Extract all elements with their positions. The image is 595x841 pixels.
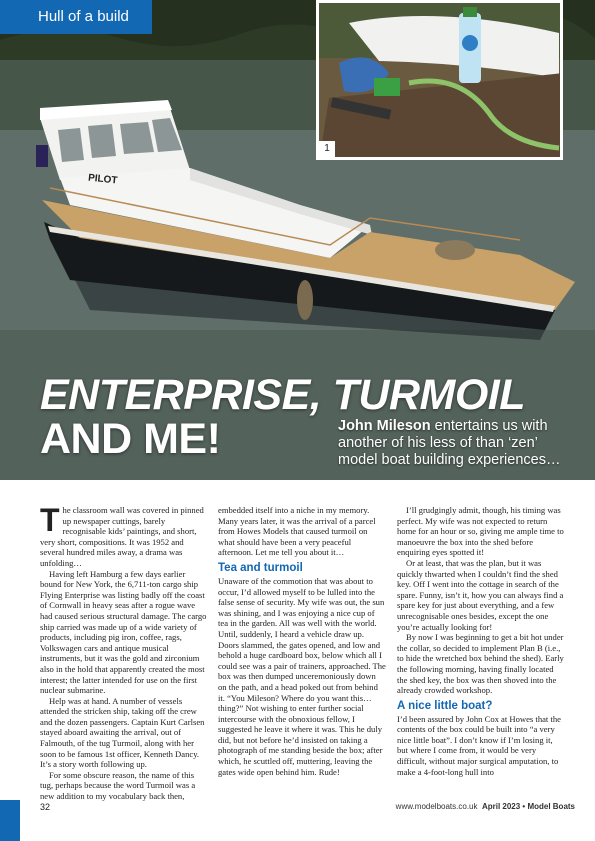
paragraph: Or at least, that was the plan, but it was quickly thwarted when I couldn’t find the shed key. Off I went into the cottage in search of the spare. Funny, isn’t it, how you can always find a spare key for just about everything, and a few unrecognisable ones besides, except the one you’re actually looking for! — [397, 557, 564, 632]
subheading: Tea and turmoil — [218, 561, 303, 574]
section-tab: Hull of a build — [0, 0, 152, 34]
standfirst — [338, 418, 568, 469]
paragraph: Help was at hand. A number of vessels attended the stricken ship, taking off the crew and the dozen passengers. Captain Kurt Carlsen stayed aboard awaiting the arrival, out of Falmouth, of the tug Turmoil, along with her soon to be famous 1st officer, Kenneth Dancy. It’s a story worth following up. — [40, 695, 205, 770]
standfirst-text: entertains us with another of his less of than ‘zen’ model boat building experiences… — [338, 418, 561, 468]
footer-credit — [396, 802, 575, 811]
website-link[interactable]: www.modelboats.co.uk — [395, 802, 478, 811]
footer-accent-bar — [0, 800, 20, 841]
paragraph: Unaware of the commotion that was about to occur, I’d allowed myself to be lulled into the false sense of security. My wife was out, the sun was shining, and I was enjoying a nice cup of tea in the garden. All was well with the world. Until, suddenly, I heard a vehicle draw up. Doors slammed, the gates opened, and low and behold a huge cardboard box, below which all I could see was a pair of trainers, approached. The box was then dumped unceremoniously down on the path, and a head poked out from behind it. “You Mileson? Where do you want this… thing?” Not wishing to enter further social intercourse with the obnoxious fellow, I suggested he leave it where it was. This he duly did, but not before he’d insisted on taking a photograph of me standing beside the box; after which, he scuttled off, muttering, leaving the gates wide open behind him. Rude! — [218, 575, 386, 777]
article-column-1 — [40, 502, 208, 802]
inset-photo — [316, 0, 563, 160]
paragraph: For some obscure reason, the name of this tug, perhaps because the word Turmoil was a new addition to my vocabulary back then, — [40, 769, 196, 802]
cleaning-supplies-illustration — [319, 3, 563, 160]
article-column-3 — [397, 505, 565, 777]
paragraph-text: he classroom wall was covered in pinned up newspaper cuttings, barely recognisable kids’ paintings, and short, very short, compositions. It was 1952 and several hundred miles away, a drama was unfolding… — [40, 505, 204, 568]
drop-cap: T — [40, 502, 60, 538]
page-number: 32 — [40, 802, 51, 812]
paragraph: By now I was beginning to get a bit hot under the collar, so decided to implement Plan B (i.e., to hide the wretched box behind the shed). Early the following morning, having finally located the shed key, the box was then shoved into the already crowded workshop. — [397, 632, 564, 696]
inset-number: 1 — [319, 141, 335, 157]
article-column-2 — [218, 505, 386, 777]
boat-name-label: PILOT — [87, 172, 118, 187]
paragraph: Having left Hamburg a few days earlier bound for New York, the 6,711-ton cargo ship Flying Enterprise was listing badly off the coast of Cornwall in heavy seas after a rogue wave had caused serious structural damage. The cargo ship carried was made up of a wide variety of products, including pig iron, coffee, rags, Volkswagen cars and antique musical instruments, but it was the gold and zirconium also in the hold that apparently created the most interest; the latter intended for use on the first nuclear submarine. — [40, 568, 207, 696]
paragraph: I’ll grudgingly admit, though, his timing was perfect. My wife was not expected to return home for an hour or so, giving me ample time to manoeuvre the box into the shed before enquiring eyes spotted it! — [397, 505, 564, 558]
paragraph — [40, 502, 208, 569]
subheading: A nice little boat? — [397, 699, 493, 712]
author-name: John Mileson — [338, 418, 431, 434]
issue-label: April 2023 • Model Boats — [481, 802, 575, 811]
paragraph: I’d been assured by John Cox at Howes that the contents of the box could be built into “a very nice little boat”. I don’t know if I’m losing it, but where I come from, it would be very difficult, without major surgical amputation, to make a 4-foot-long hull into — [397, 713, 561, 777]
paragraph: embedded itself into a niche in my memory. Many years later, it was the arrival of a parcel from Howes Models that caused turmoil on what should have been a very peaceful afternoon. Let me tell you about it… — [218, 505, 376, 558]
headline-line-2: AND ME! — [40, 415, 221, 463]
headline-line-1: ENTERPRISE, TURMOIL — [40, 371, 526, 419]
